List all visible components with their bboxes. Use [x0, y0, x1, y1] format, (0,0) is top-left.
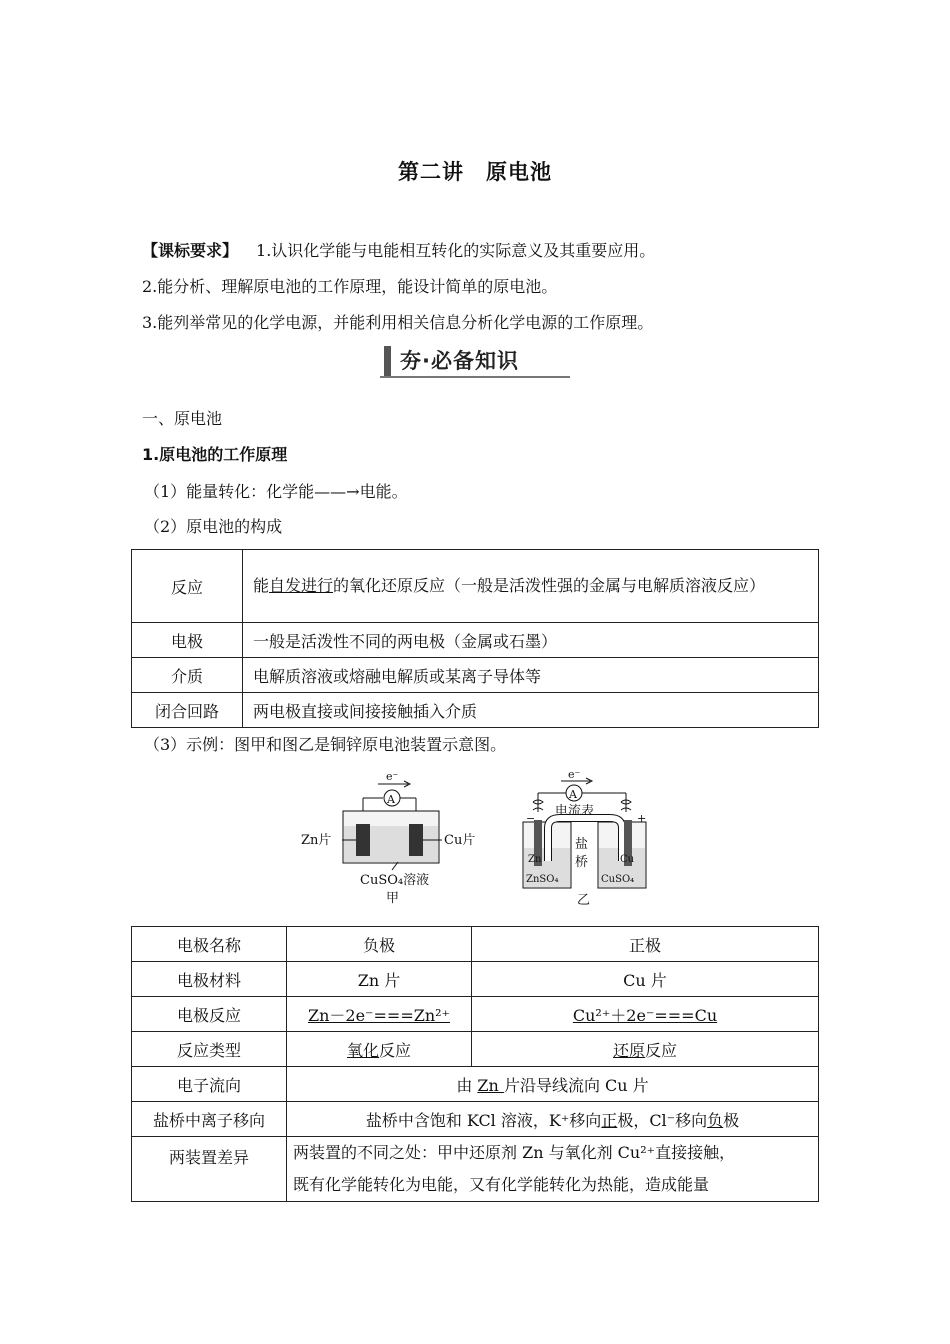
svg-text:A: A [569, 788, 577, 801]
cu-label: Cu片 [444, 833, 476, 848]
svg-text:Zn: Zn [528, 854, 542, 865]
requirement-3: 3.能列举常见的化学电源，并能利用相关信息分析化学电源的工作原理。 [142, 313, 654, 332]
page-title: 第二讲 原电池 [398, 160, 552, 184]
section-banner: 夯·必备知识 [380, 342, 570, 378]
svg-text:−: − [526, 812, 536, 825]
svg-text:e⁻: e⁻ [568, 768, 581, 781]
point-energy: （1）能量转化：化学能——→电能。 [144, 482, 408, 501]
section-heading: 一、原电池 [142, 409, 223, 428]
bridge-label-1: 盐 [575, 837, 589, 852]
requirement-2: 2.能分析、理解原电池的工作原理，能设计简单的原电池。 [142, 277, 558, 296]
requirement-1: 【课标要求】 1.认识化学能与电能相互转化的实际意义及其重要应用。 [142, 241, 656, 260]
cell-diagram [298, 766, 658, 908]
requirement-label: 【课标要求】 [142, 241, 239, 260]
point-example: （3）示例：图甲和图乙是铜锌原电池装置示意图。 [144, 735, 507, 754]
bridge-label-2: 桥 [575, 855, 589, 870]
svg-text:+: + [637, 812, 647, 825]
ammeter-label: A [387, 793, 395, 806]
svg-text:ZnSO₄: ZnSO₄ [526, 874, 559, 885]
figure-jia [301, 770, 475, 906]
subheading: 1.原电池的工作原理 [142, 445, 288, 464]
label-jia: 甲 [386, 891, 400, 906]
figure-yi [523, 768, 646, 908]
label-yi: 乙 [577, 893, 591, 908]
comparison-table: 电极名称 负极 正极 电极材料 Zn 片 Cu 片 电极反应 Zn－2e⁻===Zn²⁺ Cu²⁺＋2e⁻===Cu 反应类型 氧化反应 还原反应 电子流向 由 Zn 片沿导线流向 Cu 片 盐桥中离子移向 盐桥中含饱和 KCl 溶液，K⁺移向正极，Cl⁻移向负极 两装置差异 两装置的不同之处：甲中还原剂 Zn 与氧化剂 Cu²⁺直接接触， 既有化学能转化为电能，又有化学能转化为热能，造成能量 [131, 926, 819, 1202]
svg-text:e⁻: e⁻ [386, 770, 399, 783]
solution-label: CuSO₄溶液 [360, 873, 430, 888]
svg-text:CuSO₄: CuSO₄ [601, 874, 635, 885]
point-composition: （2）原电池的构成 [144, 517, 283, 536]
svg-text:Cu: Cu [620, 854, 635, 865]
composition-table: 反应 能自发进行的氧化还原反应（一般是活泼性强的金属与电解质溶液反应） 电极 一般是活泼性不同的两电极（金属或石墨） 介质 电解质溶液或熔融电解质或某离子导体等 闭合回路 两电极直接或间接接触插入介质 [131, 549, 819, 728]
meter-label: 电流表 [555, 804, 595, 819]
zn-label: Zn片 [301, 833, 332, 848]
